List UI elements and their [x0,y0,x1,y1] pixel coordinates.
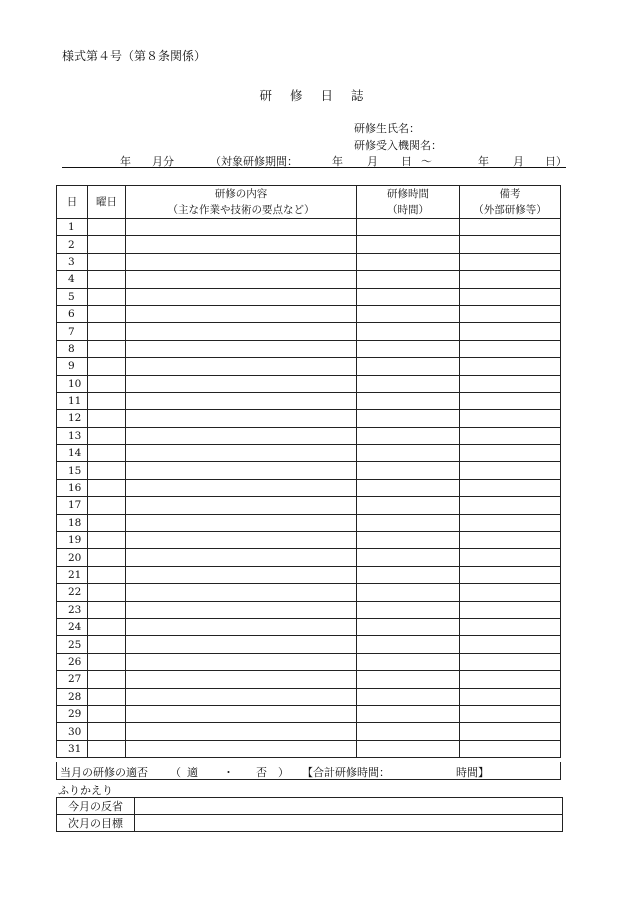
content-cell[interactable] [126,253,357,270]
start-month: 月 [367,155,378,168]
table-row [57,323,561,340]
day-number: 7 [57,323,88,340]
header-day: 日 [57,186,88,219]
hours-cell[interactable] [357,375,460,392]
review-title: ふりかえり [58,784,113,797]
table-row [57,566,561,583]
day-number: 18 [57,514,88,531]
remarks-cell[interactable] [460,288,561,305]
day-number: 10 [57,375,88,392]
total-hours-label: 【合計研修時間： [302,766,390,779]
start-day: 日 [401,155,412,168]
hours-cell[interactable] [357,219,460,236]
remarks-cell[interactable] [460,271,561,288]
weekday-cell[interactable] [88,653,126,670]
table-row [57,358,561,375]
content-cell[interactable] [126,549,357,566]
day-number: 8 [57,340,88,357]
content-cell[interactable] [126,392,357,409]
content-cell[interactable] [126,410,357,427]
table-row [57,462,561,479]
day-number: 26 [57,653,88,670]
table-row [57,740,561,757]
header-content-line2: （主な作業や技術の要点など） [167,204,315,216]
content-cell[interactable] [126,671,357,688]
weekday-cell[interactable] [88,375,126,392]
institution-name-label: 研修受入機関名： [354,139,442,152]
period-year: 年 [120,155,131,168]
day-number: 19 [57,532,88,549]
day-number: 5 [57,288,88,305]
weekday-cell[interactable] [88,253,126,270]
day-number: 17 [57,497,88,514]
hours-cell[interactable] [357,566,460,583]
remarks-cell[interactable] [460,497,561,514]
day-number: 9 [57,358,88,375]
hours-cell[interactable] [357,688,460,705]
weekday-cell[interactable] [88,514,126,531]
weekday-cell[interactable] [88,740,126,757]
content-cell[interactable] [126,305,357,322]
hours-cell[interactable] [357,618,460,635]
day-number: 27 [57,671,88,688]
weekday-cell[interactable] [88,688,126,705]
table-row [57,618,561,635]
content-cell[interactable] [126,236,357,253]
form-number: 様式第４号（第８条関係） [62,49,207,63]
header-hours [357,186,460,219]
content-cell[interactable] [126,479,357,496]
approval-close-paren: ） [278,766,289,779]
day-number: 25 [57,636,88,653]
content-cell[interactable] [126,358,357,375]
hours-cell[interactable] [357,427,460,444]
hours-cell[interactable] [357,288,460,305]
day-number: 16 [57,479,88,496]
weekday-cell[interactable] [88,584,126,601]
remarks-cell[interactable] [460,532,561,549]
table-row [57,219,561,236]
day-number: 15 [57,462,88,479]
hours-cell[interactable] [357,236,460,253]
hours-cell[interactable] [357,392,460,409]
remarks-cell[interactable] [460,584,561,601]
table-row [57,445,561,462]
weekday-cell[interactable] [88,323,126,340]
content-cell[interactable] [126,601,357,618]
hours-cell[interactable] [357,723,460,740]
content-cell[interactable] [126,323,357,340]
hours-cell[interactable] [357,305,460,322]
review-table [56,797,563,832]
table-row [57,705,561,722]
day-number: 30 [57,723,88,740]
weekday-cell[interactable] [88,532,126,549]
header-hours-line2: （時間） [387,204,429,216]
table-row [57,340,561,357]
content-cell[interactable] [126,688,357,705]
hours-cell[interactable] [357,479,460,496]
remarks-cell[interactable] [460,601,561,618]
remarks-cell[interactable] [460,340,561,357]
hours-cell[interactable] [357,323,460,340]
reflection-field[interactable] [135,798,563,815]
header-content [126,186,357,219]
approval-ok-option[interactable]: 適 [187,766,198,779]
table-row [57,514,561,531]
table-row [57,601,561,618]
hours-cell[interactable] [357,271,460,288]
hours-cell[interactable] [357,253,460,270]
weekday-cell[interactable] [88,305,126,322]
day-number: 4 [57,271,88,288]
table-header-row [57,186,561,219]
content-cell[interactable] [126,532,357,549]
header-remarks-line2: （外部研修等） [473,204,547,216]
header-remarks [460,186,561,219]
table-row [57,497,561,514]
remarks-cell[interactable] [460,705,561,722]
content-cell[interactable] [126,445,357,462]
table-row [57,375,561,392]
approval-open-paren: （ [170,766,181,779]
table-row [57,479,561,496]
table-row [57,549,561,566]
hours-cell[interactable] [357,584,460,601]
remarks-cell[interactable] [460,723,561,740]
reflection-label: 今月の反省 [57,798,135,815]
hours-cell[interactable] [357,549,460,566]
day-number: 31 [57,740,88,757]
table-row [57,636,561,653]
content-cell[interactable] [126,340,357,357]
day-number: 2 [57,236,88,253]
day-number: 28 [57,688,88,705]
weekday-cell[interactable] [88,288,126,305]
weekday-cell[interactable] [88,479,126,496]
weekday-cell[interactable] [88,723,126,740]
table-row [57,410,561,427]
remarks-cell[interactable] [460,740,561,757]
hours-cell[interactable] [357,514,460,531]
weekday-cell[interactable] [88,497,126,514]
day-number: 22 [57,584,88,601]
content-cell[interactable] [126,271,357,288]
remarks-cell[interactable] [460,479,561,496]
remarks-cell[interactable] [460,671,561,688]
end-month: 月 [513,155,524,168]
content-cell[interactable] [126,462,357,479]
end-day: 日） [545,155,567,168]
content-cell[interactable] [126,618,357,635]
table-row [57,305,561,322]
day-number: 1 [57,219,88,236]
table-row [57,671,561,688]
remarks-cell[interactable] [460,445,561,462]
table-row [57,236,561,253]
day-number: 29 [57,705,88,722]
weekday-cell[interactable] [88,445,126,462]
day-number: 13 [57,427,88,444]
content-cell[interactable] [126,705,357,722]
table-body [57,219,561,758]
remarks-cell[interactable] [460,549,561,566]
hours-cell[interactable] [357,358,460,375]
weekday-cell[interactable] [88,340,126,357]
remarks-cell[interactable] [460,653,561,670]
day-number: 3 [57,253,88,270]
table-row [57,253,561,270]
page-title: 研 修 日 誌 [259,88,371,103]
weekday-cell[interactable] [88,427,126,444]
hours-cell[interactable] [357,705,460,722]
hours-cell[interactable] [357,601,460,618]
next-goal-field[interactable] [135,815,563,832]
content-cell[interactable] [126,514,357,531]
day-number: 12 [57,410,88,427]
table-row [57,723,561,740]
header-remarks-line1: 備考 [499,188,521,200]
hours-cell[interactable] [357,740,460,757]
header-content-line1: 研修の内容 [214,188,268,200]
table-row [57,392,561,409]
remarks-cell[interactable] [460,410,561,427]
remarks-cell[interactable] [460,462,561,479]
remarks-cell[interactable] [460,427,561,444]
training-log-table [56,185,561,758]
weekday-cell[interactable] [88,705,126,722]
weekday-cell[interactable] [88,219,126,236]
hours-cell[interactable] [357,532,460,549]
hours-cell[interactable] [357,462,460,479]
day-number: 14 [57,445,88,462]
weekday-cell[interactable] [88,601,126,618]
table-row [57,271,561,288]
table-row [57,532,561,549]
approval-label: 当月の研修の適否 [60,766,148,779]
weekday-cell[interactable] [88,410,126,427]
content-cell[interactable] [126,219,357,236]
hours-cell[interactable] [357,340,460,357]
trainee-name-label: 研修生氏名： [354,122,420,135]
day-number: 24 [57,618,88,635]
start-year: 年 [332,155,343,168]
weekday-cell[interactable] [88,392,126,409]
weekday-cell[interactable] [88,566,126,583]
hours-cell[interactable] [357,653,460,670]
weekday-cell[interactable] [88,549,126,566]
period-month: 月分 [152,155,174,168]
weekday-cell[interactable] [88,671,126,688]
table-row [57,584,561,601]
weekday-cell[interactable] [88,271,126,288]
remarks-cell[interactable] [460,514,561,531]
remarks-cell[interactable] [460,566,561,583]
end-year: 年 [478,155,489,168]
weekday-cell[interactable] [88,462,126,479]
period-underline [62,167,566,168]
weekday-cell[interactable] [88,618,126,635]
remarks-cell[interactable] [460,358,561,375]
content-cell[interactable] [126,740,357,757]
remarks-cell[interactable] [460,236,561,253]
reflection-row [57,798,563,815]
remarks-cell[interactable] [460,219,561,236]
remarks-cell[interactable] [460,392,561,409]
hours-cell[interactable] [357,636,460,653]
remarks-cell[interactable] [460,618,561,635]
weekday-cell[interactable] [88,358,126,375]
remarks-cell[interactable] [460,253,561,270]
total-hours-unit: 時間】 [456,766,489,779]
remarks-cell[interactable] [460,375,561,392]
weekday-cell[interactable] [88,236,126,253]
hours-cell[interactable] [357,410,460,427]
table-row [57,653,561,670]
table-row [57,688,561,705]
day-number: 11 [57,392,88,409]
content-cell[interactable] [126,584,357,601]
target-period-label: （対象研修期間： [210,155,298,168]
content-cell[interactable] [126,566,357,583]
approval-ng-option[interactable]: 否 [256,766,267,779]
weekday-cell[interactable] [88,636,126,653]
next-goal-row [57,815,563,832]
day-number: 21 [57,566,88,583]
remarks-cell[interactable] [460,323,561,340]
content-cell[interactable] [126,375,357,392]
approval-row [56,762,561,780]
next-goal-label: 次月の目標 [57,815,135,832]
approval-separator: ・ [223,766,234,779]
table-row [57,288,561,305]
header-weekday: 曜日 [88,186,126,219]
day-number: 6 [57,305,88,322]
remarks-cell[interactable] [460,636,561,653]
hours-cell[interactable] [357,497,460,514]
day-number: 23 [57,601,88,618]
remarks-cell[interactable] [460,688,561,705]
content-cell[interactable] [126,653,357,670]
content-cell[interactable] [126,636,357,653]
header-hours-line1: 研修時間 [387,188,429,200]
content-cell[interactable] [126,723,357,740]
table-row [57,427,561,444]
range-tilde: ～ [421,155,432,168]
hours-cell[interactable] [357,671,460,688]
content-cell[interactable] [126,497,357,514]
remarks-cell[interactable] [460,305,561,322]
content-cell[interactable] [126,288,357,305]
day-number: 20 [57,549,88,566]
hours-cell[interactable] [357,445,460,462]
content-cell[interactable] [126,427,357,444]
